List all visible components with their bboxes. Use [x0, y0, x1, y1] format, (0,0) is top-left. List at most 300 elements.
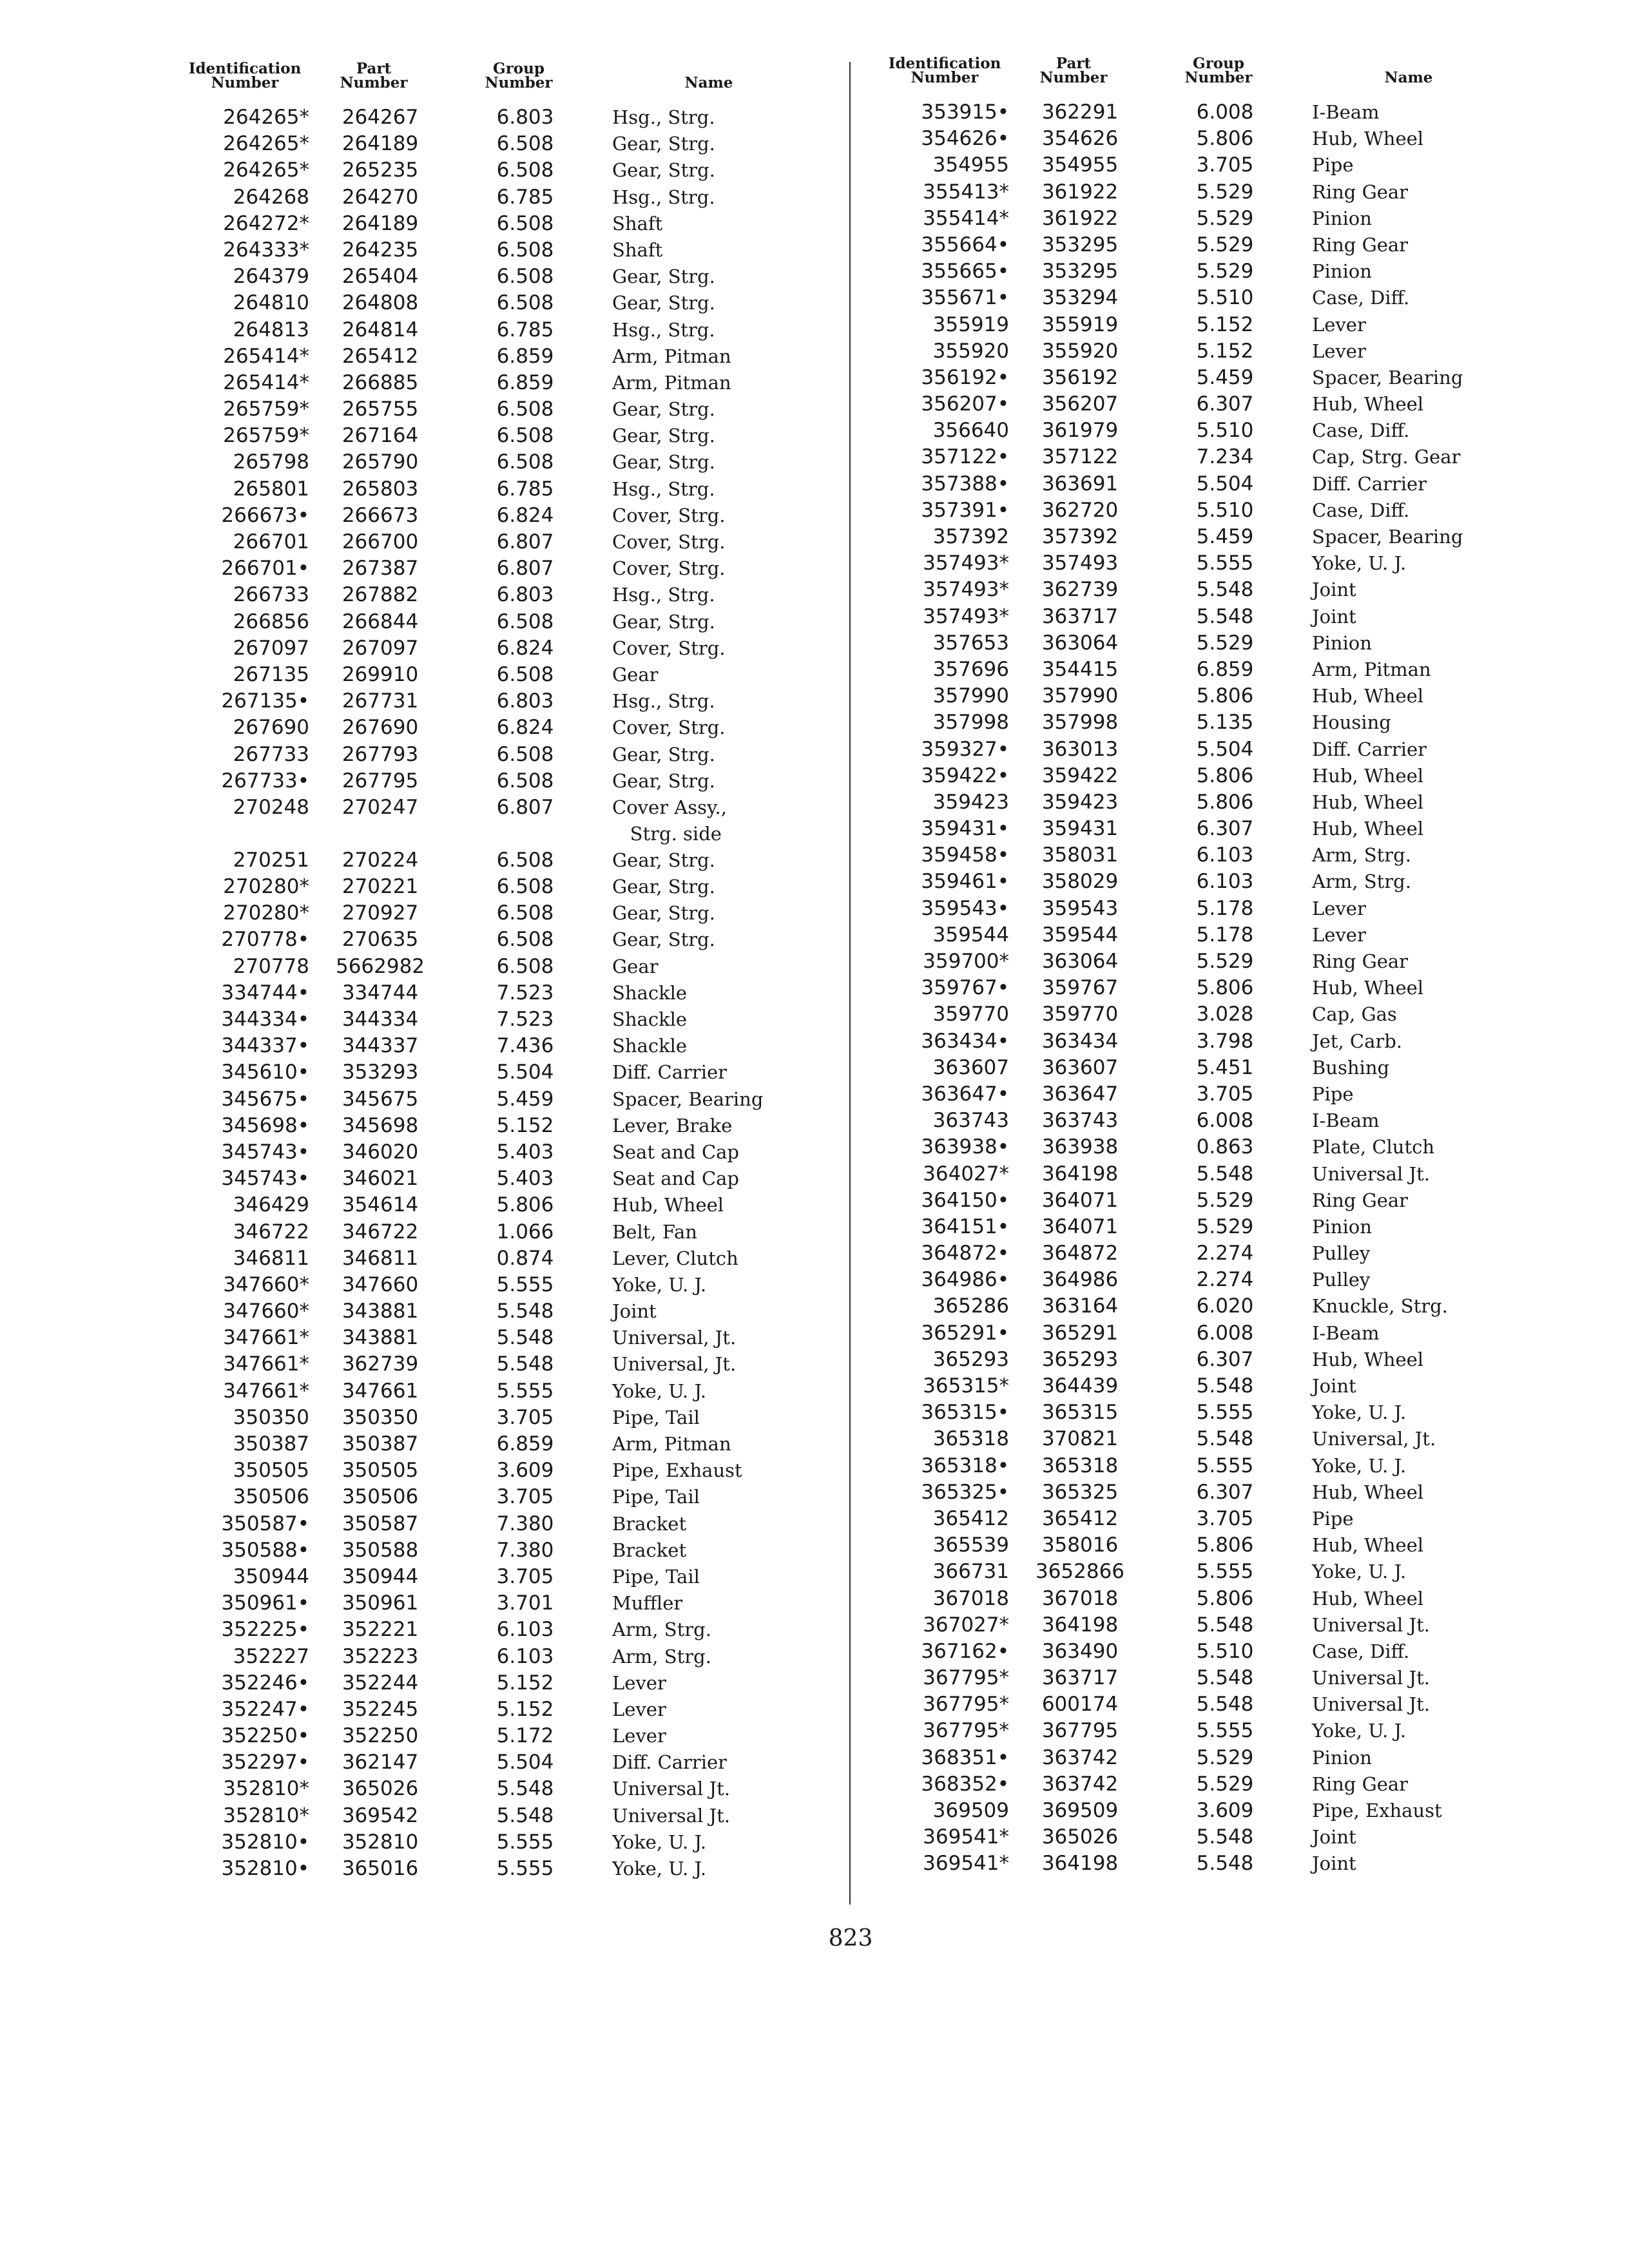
cell-id: 350944 — [233, 1564, 309, 1588]
cell-group: 5.504 — [496, 1061, 554, 1084]
cell-group: 5.548 — [1196, 1693, 1254, 1716]
cell-id: 357653 — [932, 631, 1009, 655]
cell-name: Lever — [1312, 340, 1366, 362]
table-row — [174, 1776, 805, 1802]
table-row — [174, 1590, 805, 1617]
table-row — [174, 1431, 805, 1457]
cell-id: 363647• — [921, 1082, 1009, 1106]
cell-group: 6.508 — [496, 928, 554, 952]
cell-group: 5.806 — [496, 1193, 554, 1217]
cell-part: 345675 — [342, 1087, 419, 1111]
table-row — [174, 874, 805, 900]
table-row — [174, 449, 805, 476]
cell-name: Ring Gear — [1312, 1189, 1409, 1211]
left-column-header — [174, 57, 805, 104]
cell-part: 357990 — [1041, 684, 1119, 708]
cell-id: 270248 — [233, 795, 309, 819]
column-divider — [849, 62, 851, 1905]
cell-group: 5.152 — [496, 1697, 554, 1721]
cell-part: 350588 — [342, 1538, 419, 1562]
table-row — [874, 391, 1505, 418]
cell-name: Cover, Strg. — [612, 637, 726, 659]
cell-id: 347661* — [223, 1379, 309, 1403]
cell-id: 368351• — [921, 1745, 1009, 1769]
table-row — [874, 179, 1505, 206]
table-row — [874, 630, 1505, 657]
cell-group: 6.803 — [496, 106, 554, 129]
cell-part: 347661 — [342, 1379, 419, 1403]
cell-part: 334744 — [342, 981, 419, 1004]
table-row — [874, 418, 1505, 444]
cell-id: 267733 — [233, 742, 309, 766]
cell-id: 264379 — [233, 265, 309, 289]
cell-name: Seat and Cap — [612, 1168, 739, 1190]
cell-id: 265798 — [233, 450, 309, 474]
cell-group: 5.529 — [1196, 1188, 1254, 1212]
cell-part: 365291 — [1041, 1321, 1119, 1345]
cell-part: 267690 — [342, 716, 419, 740]
cell-group: 6.508 — [496, 610, 554, 633]
table-row — [874, 709, 1505, 736]
cell-group: 6.508 — [496, 211, 554, 235]
cell-group: 5.529 — [1196, 180, 1254, 204]
cell-part: 267795 — [342, 769, 419, 793]
table-row — [174, 847, 805, 874]
cell-part: 264235 — [342, 238, 419, 262]
cell-id: 352297• — [221, 1751, 309, 1774]
cell-name: Arm, Strg. — [612, 1645, 711, 1667]
cell-group: 5.806 — [1196, 790, 1254, 814]
header-part-number: Part Number — [340, 60, 408, 91]
cell-name: Gear, Strg. — [612, 159, 715, 182]
cell-name: Lever — [612, 1698, 666, 1720]
cell-part: 365293 — [1041, 1347, 1119, 1371]
table-row — [174, 794, 805, 847]
table-row — [874, 1214, 1505, 1240]
table-row — [874, 1665, 1505, 1691]
cell-name: Hub, Wheel — [1312, 818, 1424, 840]
table-row — [874, 1134, 1505, 1160]
cell-part: 357122 — [1041, 445, 1119, 469]
cell-id: 334744• — [221, 981, 309, 1004]
cell-name: Arm, Pitman — [612, 1433, 731, 1455]
cell-id: 363607 — [932, 1055, 1009, 1079]
cell-name: Pulley — [1312, 1242, 1371, 1265]
cell-id: 355414* — [923, 206, 1009, 230]
cell-group: 5.548 — [496, 1352, 554, 1376]
cell-part: 364071 — [1041, 1215, 1119, 1238]
cell-group: 6.785 — [496, 185, 554, 209]
table-row — [874, 1028, 1505, 1055]
table-row — [874, 1718, 1505, 1744]
table-row — [174, 317, 805, 343]
cell-name: Joint — [612, 1300, 657, 1323]
cell-name: Yoke, U. J. — [1312, 1561, 1407, 1583]
table-row — [174, 343, 805, 370]
cell-id: 270251 — [233, 848, 309, 872]
cell-name: Bracket — [612, 1512, 687, 1535]
cell-id: 266701• — [221, 557, 309, 581]
cell-id: 357493* — [923, 578, 1009, 602]
cell-part: 359770 — [1041, 1003, 1119, 1026]
cell-group: 5.529 — [1196, 1772, 1254, 1796]
cell-part: 343881 — [342, 1326, 419, 1350]
table-row — [174, 1405, 805, 1431]
cell-name: Hub, Wheel — [612, 1194, 724, 1216]
cell-part: 367795 — [1041, 1719, 1119, 1743]
cell-id: 363743 — [932, 1109, 1009, 1133]
cell-name: Hsg., Strg. — [612, 318, 715, 341]
cell-name: Joint — [1312, 579, 1356, 601]
table-row — [874, 232, 1505, 258]
cell-name: Ring Gear — [1312, 950, 1409, 972]
cell-id: 267733• — [221, 769, 309, 793]
cell-id: 352810* — [223, 1803, 309, 1827]
table-row — [174, 1166, 805, 1192]
cell-group: 5.555 — [1196, 1401, 1254, 1425]
cell-part: 363717 — [1041, 604, 1119, 628]
cell-name: Gear, Strg. — [612, 425, 715, 447]
cell-name: Pinion — [1312, 1746, 1372, 1769]
cell-name: Pipe, Tail — [612, 1406, 700, 1428]
cell-group: 6.508 — [496, 662, 554, 686]
cell-group: 5.806 — [1196, 127, 1254, 151]
cell-name: Universal Jt. — [1312, 1162, 1430, 1185]
cell-name: Joint — [1312, 1375, 1356, 1397]
table-row — [874, 1426, 1505, 1452]
table-row — [174, 1245, 805, 1272]
cell-group: 5.152 — [1196, 339, 1254, 363]
table-row — [874, 842, 1505, 869]
cell-group: 5.548 — [1196, 1374, 1254, 1398]
table-row — [874, 1506, 1505, 1532]
cell-name: Hsg., Strg. — [612, 186, 715, 208]
cell-group: 6.508 — [496, 742, 554, 766]
cell-id: 265759* — [223, 424, 309, 448]
table-row — [874, 789, 1505, 816]
cell-group: 5.403 — [496, 1140, 554, 1164]
cell-part: 358016 — [1041, 1533, 1119, 1557]
cell-id: 367795* — [923, 1666, 1009, 1690]
cell-group: 5.172 — [496, 1724, 554, 1748]
cell-part: 362739 — [342, 1352, 419, 1376]
cell-name: Hub, Wheel — [1312, 1481, 1424, 1503]
table-row — [174, 1325, 805, 1351]
cell-group: 6.008 — [1196, 1321, 1254, 1345]
cell-id: 267135• — [221, 689, 309, 713]
cell-name: Yoke, U. J. — [1312, 552, 1407, 575]
header-group-number: Group Number — [485, 60, 553, 91]
cell-id: 270280* — [223, 901, 309, 925]
table-row — [874, 312, 1505, 338]
cell-name: Arm, Strg. — [1312, 844, 1411, 867]
table-row — [174, 1272, 805, 1298]
cell-id: 359422• — [921, 764, 1009, 787]
table-row — [874, 1001, 1505, 1028]
cell-id: 264333* — [223, 238, 309, 262]
cell-name: Seat and Cap — [612, 1140, 739, 1163]
cell-name: Hub, Wheel — [1312, 764, 1424, 787]
cell-part: 363647 — [1041, 1082, 1119, 1106]
header-identification-number: Identification Number — [188, 60, 302, 91]
cell-group: 5.555 — [1196, 552, 1254, 575]
cell-part: 369542 — [342, 1803, 419, 1827]
cell-group: 7.436 — [496, 1034, 554, 1058]
cell-id: 365293 — [932, 1347, 1009, 1371]
cell-id: 364150• — [921, 1188, 1009, 1212]
cell-id: 365325• — [921, 1480, 1009, 1504]
cell-part: 362739 — [1041, 578, 1119, 602]
cell-name: Yoke, U. J. — [612, 1379, 707, 1402]
cell-part: 363434 — [1041, 1029, 1119, 1053]
cell-part: 352244 — [342, 1671, 419, 1695]
cell-group: 6.803 — [496, 689, 554, 713]
cell-name: Shaft — [612, 212, 663, 235]
cell-part: 352221 — [342, 1618, 419, 1642]
cell-id: 365412 — [932, 1506, 1009, 1530]
cell-id: 363938• — [921, 1135, 1009, 1159]
cell-group: 5.178 — [1196, 923, 1254, 947]
cell-id: 367027* — [923, 1613, 1009, 1637]
cell-name: Hsg., Strg. — [612, 690, 715, 713]
table-row — [174, 423, 805, 449]
cell-part: 365315 — [1041, 1401, 1119, 1425]
table-row — [874, 1161, 1505, 1187]
cell-name: Gear, Strg. — [612, 902, 715, 925]
table-row — [874, 497, 1505, 524]
table-row — [174, 1537, 805, 1564]
cell-id: 352227 — [233, 1644, 309, 1668]
cell-name: Hub, Wheel — [1312, 791, 1424, 813]
left-parts-table — [174, 104, 805, 1882]
cell-id: 359327• — [921, 737, 1009, 761]
cell-id: 352246• — [221, 1671, 309, 1695]
cell-name: Pinion — [1312, 631, 1372, 654]
cell-group: 7.380 — [496, 1538, 554, 1562]
table-row — [874, 1586, 1505, 1612]
table-row — [174, 1511, 805, 1537]
cell-part: 264808 — [342, 291, 419, 315]
cell-part: 365325 — [1041, 1480, 1119, 1504]
table-row — [174, 1644, 805, 1670]
cell-name: Jet, Carb. — [1312, 1030, 1403, 1052]
cell-part: 267731 — [342, 689, 419, 713]
cell-name: Hub, Wheel — [1312, 1348, 1424, 1370]
cell-group: 5.529 — [1196, 260, 1254, 284]
cell-name: Gear — [612, 663, 659, 686]
cell-group: 6.807 — [496, 530, 554, 553]
cell-group: 6.824 — [496, 716, 554, 740]
cell-name: Arm, Pitman — [612, 371, 731, 394]
cell-name: Shackle — [612, 1008, 688, 1030]
cell-name: Gear, Strg. — [612, 265, 715, 288]
cell-part: 350387 — [342, 1432, 419, 1456]
cell-id: 356207• — [921, 392, 1009, 416]
cell-id: 366731 — [932, 1560, 1009, 1584]
cell-group: 6.508 — [496, 424, 554, 448]
cell-name: Universal, Jt. — [612, 1327, 737, 1349]
cell-group: 6.020 — [1196, 1294, 1254, 1318]
cell-name: Arm, Pitman — [612, 345, 731, 367]
cell-name: Hub, Wheel — [1312, 128, 1424, 150]
cell-name: Pinion — [1312, 1215, 1372, 1238]
cell-part: 357392 — [1041, 525, 1119, 548]
table-row — [174, 1192, 805, 1218]
table-row — [174, 476, 805, 503]
cell-name: Gear, Strg. — [612, 849, 715, 871]
cell-group: 0.863 — [1196, 1135, 1254, 1159]
cell-name: Gear, Strg. — [612, 451, 715, 474]
cell-group: 3.705 — [496, 1485, 554, 1509]
cell-id: 355665• — [921, 260, 1009, 284]
cell-name: Plate, Clutch — [1312, 1136, 1435, 1158]
cell-name: Lever, Brake — [612, 1114, 733, 1137]
right-parts-table — [874, 99, 1505, 1878]
cell-id: 352225• — [221, 1618, 309, 1642]
table-row — [174, 290, 805, 316]
table-row — [874, 1453, 1505, 1479]
table-row — [174, 1856, 805, 1882]
cell-name: Pipe — [1312, 1507, 1354, 1530]
cell-name: Cover Assy., Strg. side — [612, 796, 727, 845]
table-row — [174, 742, 805, 768]
cell-id: 357388• — [921, 472, 1009, 495]
cell-id: 354955 — [932, 153, 1009, 177]
table-row — [874, 1479, 1505, 1506]
table-row — [874, 763, 1505, 789]
table-row — [874, 975, 1505, 1001]
cell-part: 365026 — [1041, 1825, 1119, 1849]
cell-group: 6.508 — [496, 159, 554, 182]
cell-part: 350944 — [342, 1564, 419, 1588]
cell-part: 270635 — [342, 928, 419, 952]
cell-part: 363743 — [1041, 1109, 1119, 1133]
cell-part: 264814 — [342, 318, 419, 341]
table-row — [174, 157, 805, 184]
cell-group: 5.504 — [1196, 472, 1254, 495]
cell-id: 359423 — [932, 790, 1009, 814]
cell-name: I-Beam — [1312, 101, 1380, 123]
cell-id: 266701 — [233, 530, 309, 553]
cell-group: 5.555 — [1196, 1719, 1254, 1743]
cell-name: Arm, Strg. — [612, 1619, 711, 1641]
cell-part: 353295 — [1041, 260, 1119, 284]
cell-part: 364198 — [1041, 1613, 1119, 1637]
table-row — [174, 1298, 805, 1325]
cell-name: Yoke, U. J. — [1312, 1401, 1407, 1424]
cell-id: 270778• — [221, 928, 309, 952]
cell-group: 5.135 — [1196, 711, 1254, 735]
table-row — [874, 1559, 1505, 1585]
cell-group: 7.380 — [496, 1512, 554, 1535]
cell-name: Housing — [1312, 711, 1391, 734]
cell-name: Bracket — [612, 1539, 687, 1561]
cell-part: 365318 — [1041, 1454, 1119, 1477]
cell-part: 267097 — [342, 636, 419, 660]
cell-part: 359767 — [1041, 976, 1119, 1000]
cell-group: 2.274 — [1196, 1268, 1254, 1292]
cell-name: Cover, Strg. — [612, 557, 726, 580]
cell-name: I-Beam — [1312, 1321, 1380, 1344]
cell-group: 5.510 — [1196, 419, 1254, 443]
cell-name: Joint — [1312, 605, 1356, 628]
table-row — [874, 1267, 1505, 1293]
table-row — [174, 555, 805, 582]
table-row — [874, 285, 1505, 311]
cell-id: 355413* — [923, 180, 1009, 204]
cell-part: 364872 — [1041, 1242, 1119, 1265]
cell-part: 363742 — [1041, 1772, 1119, 1796]
table-row — [874, 1399, 1505, 1426]
cell-id: 267097 — [233, 636, 309, 660]
cell-part: 364198 — [1041, 1162, 1119, 1186]
cell-group: 1.066 — [496, 1220, 554, 1244]
cell-group: 5.548 — [496, 1300, 554, 1323]
cell-part: 266844 — [342, 610, 419, 633]
cell-group: 6.307 — [1196, 1347, 1254, 1371]
table-row — [874, 550, 1505, 577]
cell-group: 5.806 — [1196, 1586, 1254, 1610]
cell-group: 5.529 — [1196, 206, 1254, 230]
cell-id: 357990 — [932, 684, 1009, 708]
cell-name: Lever — [1312, 923, 1366, 946]
cell-name: Ring Gear — [1312, 233, 1409, 256]
cell-name: Pipe, Tail — [612, 1565, 700, 1588]
cell-name: Arm, Pitman — [1312, 658, 1431, 680]
cell-group: 6.859 — [496, 1432, 554, 1456]
cell-group: 5.178 — [1196, 896, 1254, 920]
cell-part: 346020 — [342, 1140, 419, 1164]
cell-group: 6.508 — [496, 848, 554, 872]
cell-group: 5.548 — [496, 1326, 554, 1350]
right-column-header — [874, 52, 1505, 99]
cell-id: 359461• — [921, 870, 1009, 894]
cell-part: 361979 — [1041, 419, 1119, 443]
table-row — [174, 1564, 805, 1590]
cell-group: 0.874 — [496, 1246, 554, 1270]
cell-group: 5.529 — [1196, 631, 1254, 655]
cell-id: 264272* — [223, 211, 309, 235]
cell-id: 347661* — [223, 1326, 309, 1350]
cell-id: 369541* — [923, 1825, 1009, 1849]
cell-part: 264189 — [342, 132, 419, 156]
cell-part: 363490 — [1041, 1639, 1119, 1663]
cell-id: 345743• — [221, 1140, 309, 1164]
cell-part: 356192 — [1041, 365, 1119, 389]
cell-name: Spacer, Bearing — [1312, 366, 1463, 389]
cell-part: 267164 — [342, 424, 419, 448]
cell-group: 5.548 — [496, 1777, 554, 1801]
cell-name: Gear, Strg. — [612, 398, 715, 421]
cell-part: 270221 — [342, 875, 419, 899]
cell-group: 6.307 — [1196, 1480, 1254, 1504]
cell-id: 265414* — [223, 370, 309, 394]
cell-id: 347660* — [223, 1273, 309, 1296]
cell-group: 6.103 — [496, 1618, 554, 1642]
cell-part: 353295 — [1041, 233, 1119, 256]
cell-name: Lever — [612, 1671, 666, 1694]
table-row — [874, 604, 1505, 630]
cell-group: 3.609 — [1196, 1799, 1254, 1822]
cell-group: 6.008 — [1196, 101, 1254, 124]
cell-id: 264810 — [233, 291, 309, 315]
cell-id: 367795* — [923, 1719, 1009, 1743]
cell-group: 5.504 — [1196, 737, 1254, 761]
page-number: 823 — [828, 1925, 873, 1952]
cell-group: 5.555 — [1196, 1560, 1254, 1584]
cell-group: 3.798 — [1196, 1029, 1254, 1053]
cell-part: 354955 — [1041, 153, 1119, 177]
